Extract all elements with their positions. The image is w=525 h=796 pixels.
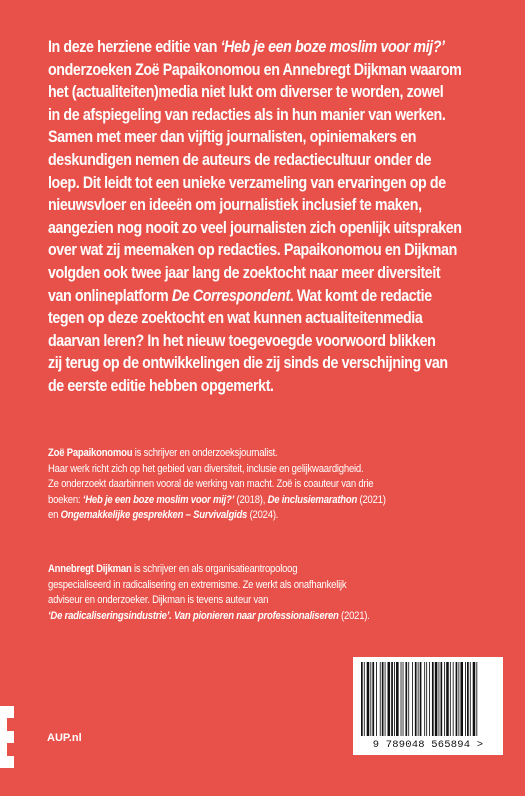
blurb-line: Samen met meer dan vijftig journalisten, opiniemakers en <box>48 128 417 147</box>
barcode-bar <box>405 662 407 736</box>
barcode-bar <box>391 662 393 736</box>
blurb-line: het (actualiteiten)media niet lukt om diverser te worden, zowel <box>48 83 444 102</box>
barcode-bar <box>432 662 434 736</box>
blurb-line: over wat zij meemaken op redacties. Papaikonomou en Dijkman <box>48 241 457 260</box>
blurb-line: nieuwsvloer en ideeën om journalistiek inclusief te maken, <box>48 196 422 215</box>
blurb-line: In deze herziene editie van ‘Heb je een boze moslim voor mij?’ <box>48 38 445 56</box>
barcode-bar <box>380 662 381 736</box>
barcode-bar <box>435 662 438 736</box>
barcode-bar <box>385 662 386 736</box>
barcode <box>353 657 503 755</box>
barcode-bars <box>359 662 497 738</box>
blurb-line: de eerste editie hebben opgemerkt. <box>48 376 274 395</box>
barcode-bar <box>470 662 471 736</box>
blurb-line: in de afspiegeling van redacties als in hun manier van werken. <box>48 105 446 124</box>
barcode-bar <box>364 662 365 736</box>
blurb-line: onderzoeken Zoë Papaikonomou en Annebregt Dijkman waarom <box>48 60 462 79</box>
publisher-url[interactable]: AUP.nl <box>47 732 82 744</box>
author-bio-papaikonomou: Zoë Papaikonomou is schrijver en onderzoeksjournalist. Haar werk richt zich op het gebied van diversiteit, inclusie en gelijkwaardigheid. Ze onderzoekt daarbinnen vooral de werking van macht. Zoë is coauteur van drie boeken: ‘Heb je een boze moslim voor mij?’ (2018), De inclusiemarathon (2021) en Ongemakkelijke gesprekken – Survivalgids (2024). <box>48 447 386 522</box>
barcode-bar <box>446 662 449 736</box>
barcode-bar <box>453 662 454 736</box>
barcode-bar <box>420 662 422 736</box>
blurb-line: loep. Dit leidt tot een unieke verzameling van ervaringen op de <box>48 173 446 192</box>
barcode-bar <box>444 662 445 736</box>
barcode-bar <box>403 662 404 736</box>
barcode-bar <box>367 662 370 736</box>
blurb-line: aangezien nog nooit zo veel journalisten zich openlijk uitspraken <box>48 218 462 237</box>
blurb-line: deskundigen nemen de auteurs de redactiecultuur onder de <box>48 150 432 169</box>
barcode-bar <box>394 662 395 736</box>
book-title: De inclusiemarathon <box>267 493 358 506</box>
barcode-bar <box>408 662 409 736</box>
barcode-bar <box>424 662 425 736</box>
book-title: Ongemakkelijke gesprekken – Survivalgids <box>60 509 248 522</box>
publisher-logo-icon <box>0 706 14 768</box>
isbn-number: 9 789048 565894 > <box>372 739 484 751</box>
barcode-bar <box>473 662 476 736</box>
barcode-bar <box>396 662 399 736</box>
barcode-bar <box>465 662 466 736</box>
barcode-bar <box>450 662 451 736</box>
book-title: De radicaliseringsindustrie’. Van pionieren naar professionaliseren <box>50 609 339 622</box>
blurb-text <box>48 36 488 398</box>
barcode-bar <box>361 662 363 736</box>
barcode-bar <box>458 662 459 736</box>
author-name: Annebregt Dijkman <box>48 563 132 575</box>
barcode-bar <box>426 662 427 736</box>
author-name: Zoë Papaikonomou <box>48 447 133 459</box>
barcode-bar <box>415 662 417 736</box>
blurb-line: daarvan leren? In het nieuw toegevoegde voorwoord blikken <box>48 331 436 350</box>
barcode-bar <box>456 662 458 736</box>
blurb-line: tegen op deze zoektocht en wat kunnen actualiteitenmedia <box>48 309 423 328</box>
barcode-bar <box>467 662 469 736</box>
barcode-bar <box>372 662 374 736</box>
blurb-line: volgden ook twee jaar lang de zoektocht naar meer diversiteit <box>48 263 441 282</box>
book-title: ‘Heb je een boze moslim voor mij?’ <box>82 493 235 506</box>
barcode-bar <box>412 662 413 736</box>
barcode-bar <box>401 662 402 736</box>
blurb-line: zij terug op de ontwikkelingen die zij sinds de verschijning van <box>48 354 448 373</box>
barcode-bar <box>418 662 419 736</box>
barcode-bar <box>382 662 384 736</box>
author-bio-dijkman: Annebregt Dijkman is schrijver en als organisatieantropoloog gespecialiseerd in radicalisering en extremisme. Ze werkt als onafhankelijk adviseur en onderzoeker. Dijkman is tevens auteur van ‘De radicaliseringsindustrie’. Van pionieren naar professionaliseren (2021). <box>48 563 370 622</box>
barcode-bar <box>460 662 463 736</box>
barcode-bar <box>441 662 443 736</box>
barcode-bar <box>370 662 371 736</box>
barcode-bar <box>429 662 430 736</box>
blurb-line: van onlineplatform De Correspondent. Wat komt de redactie <box>48 286 432 305</box>
barcode-bar <box>476 662 477 736</box>
barcode-bar <box>388 662 391 736</box>
barcode-bar <box>439 662 440 736</box>
barcode-bar <box>376 662 377 736</box>
